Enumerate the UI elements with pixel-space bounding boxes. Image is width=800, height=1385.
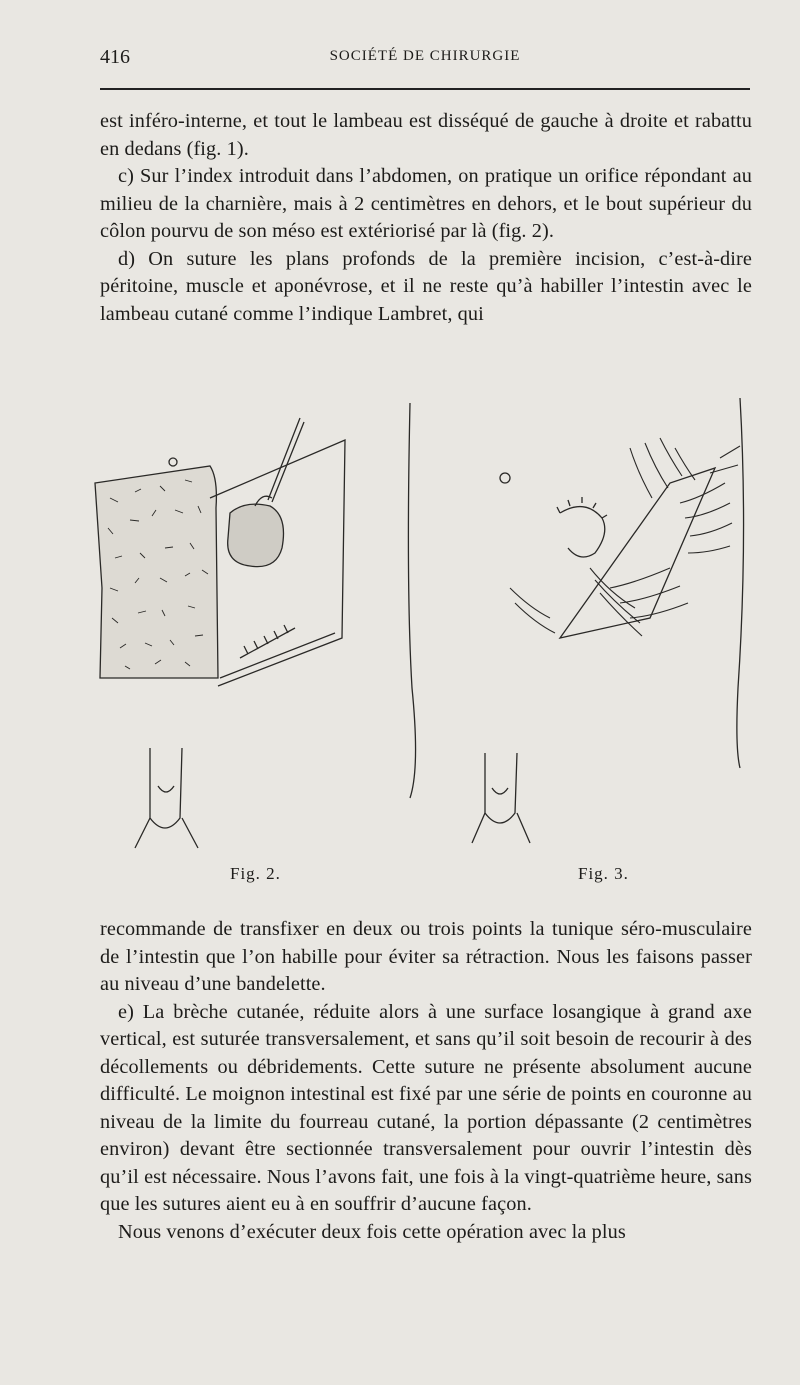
paragraph: recommande de transfixer en deux ou trois points la tunique séro-musculaire de l’intestin que l’on habille pour éviter sa rétraction. Nous les faisons passer au niveau d’une bandelette. xyxy=(100,918,752,995)
page-header xyxy=(100,46,750,76)
paragraph: Nous venons d’exécuter deux fois cette opération avec la plus xyxy=(118,1220,626,1243)
text-block-bottom xyxy=(100,916,752,1246)
paragraph: est inféro-interne, et tout le lambeau est disséqué de gauche à droite et rabattu en dedans (fig. 1). xyxy=(100,110,752,160)
figure-2-caption: Fig. 2. xyxy=(230,864,281,883)
paragraph: c) Sur l’index introduit dans l’abdomen, on pratique un orifice répondant au milieu de la charnière, mais à 2 centimètres en dehors, et le bout supérieur du côlon pourvu de son méso est extériorisé par là (fig. 2). xyxy=(100,165,752,242)
paragraph: d) On suture les plans profonds de la première incision, c’est-à-dire péritoine, muscle et aponévrose, et il ne reste qu’à habiller l’intestin avec le lambeau cutané comme l’indique Lambret, qui xyxy=(100,247,752,325)
figure-3-caption: Fig. 3. xyxy=(578,864,629,883)
text-block-top xyxy=(100,108,752,328)
header-rule xyxy=(100,88,750,90)
page-number: 416 xyxy=(100,46,130,68)
surgical-illustrations xyxy=(90,388,760,888)
paragraph: e) La brèche cutanée, réduite alors à une surface losangique à grand axe vertical, est suturée transversalement, et sans qu’il soit besoin de recourir à des décollements ou débridements. Cette suture ne présente absolument aucune difficulté. Le moignon intestinal est fixé par une série de points en couronne au niveau de la limite du fourreau cutané, la portion dépassante (2 centimètres environ) devant être sectionnée transversalement pour ouvrir l’intestin dès qu’il est nécessaire. Nous l’avons fait, une fois à la vingt-quatrième heure, sans que les sutures aient eu à en souffrir d’aucune façon. xyxy=(100,1000,752,1215)
figure-2-drawing xyxy=(95,418,345,848)
figure-3-drawing xyxy=(408,398,743,843)
figures-area xyxy=(90,388,760,888)
running-head: SOCIÉTÉ DE CHIRURGIE xyxy=(329,48,521,64)
